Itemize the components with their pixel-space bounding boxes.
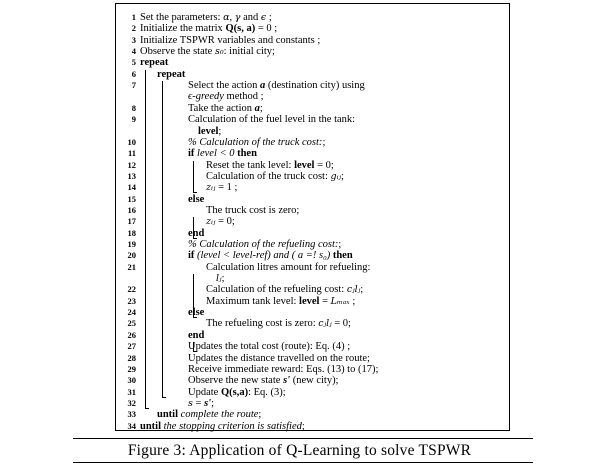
figure-caption: Figure 3: Application of Q-Learning to solve TSPWR — [127, 442, 472, 459]
line-text — [188, 137, 325, 148]
line-token: Update — [188, 386, 221, 398]
algorithm-line — [116, 318, 511, 329]
algorithm-line — [116, 114, 511, 125]
line-token: a — [260, 80, 266, 92]
line-text — [188, 148, 257, 159]
line-token: Calculation of the refueling cost: — [206, 284, 347, 296]
line-token: s — [188, 397, 193, 409]
algorithm-line — [116, 205, 511, 216]
algorithm-line — [116, 421, 511, 432]
algorithm-line — [116, 273, 511, 284]
line-number: 7 — [131, 80, 136, 91]
line-text — [188, 398, 214, 409]
algorithm-line — [116, 375, 511, 386]
line-token: Updates the total cost (route): Eq. (4) ; — [188, 341, 351, 353]
line-token: % Calculation of the refueling cost: — [188, 239, 339, 250]
line-token: and — [240, 12, 261, 23]
algorithm-line — [116, 250, 511, 261]
line-token: s₀ — [214, 46, 224, 58]
line-text — [188, 250, 353, 261]
block-scope-tick — [162, 397, 166, 398]
line-token: repeat — [157, 68, 186, 80]
algorithm-line — [116, 23, 511, 34]
block-scope-tick — [193, 192, 197, 193]
line-token: until — [140, 420, 162, 432]
line-token: ; — [259, 102, 263, 114]
line-number: 6 — [131, 68, 136, 79]
line-number: 12 — [127, 159, 136, 170]
line-text — [206, 205, 299, 216]
line-number: 17 — [127, 216, 136, 227]
algorithm-line — [116, 69, 511, 80]
block-scope-line — [193, 161, 194, 193]
line-number: 11 — [127, 148, 136, 159]
algorithm-line — [116, 262, 511, 273]
line-token: ; — [360, 284, 364, 296]
line-token: (destination city) using — [265, 80, 365, 92]
line-token: method ; — [223, 91, 264, 103]
line-token: end — [188, 227, 205, 239]
line-number: 31 — [127, 386, 136, 397]
line-number: 2 — [131, 23, 136, 34]
caption-top-rule — [73, 438, 533, 439]
line-text — [206, 284, 363, 295]
block-scope-line — [193, 342, 194, 351]
line-token: α — [223, 12, 230, 23]
block-scope-line — [193, 274, 194, 317]
line-token: s' — [204, 397, 212, 409]
line-number: 4 — [131, 46, 136, 57]
line-token: end — [188, 329, 205, 341]
algorithm-line — [116, 182, 511, 193]
line-text — [188, 341, 350, 352]
line-token: ; — [218, 125, 222, 137]
algorithm-line — [116, 296, 511, 307]
line-token: ; — [258, 409, 262, 421]
line-token: Receive immediate reward: Eqs. (13) to (17); — [188, 363, 379, 375]
line-token: = — [192, 397, 205, 409]
algorithm-line — [116, 160, 511, 171]
algorithm-line — [116, 409, 511, 420]
line-text — [206, 160, 334, 171]
line-token: ; — [221, 273, 225, 285]
line-text — [140, 421, 305, 432]
algorithm-line — [116, 307, 511, 318]
line-token: The refueling cost is zero: — [206, 318, 319, 330]
line-text — [157, 69, 185, 80]
algorithm-line — [116, 194, 511, 205]
algorithm-line — [116, 91, 511, 102]
line-token: (new city); — [290, 375, 339, 387]
line-number: 18 — [127, 227, 136, 238]
algorithm-line — [116, 126, 511, 137]
block-scope-line — [193, 217, 194, 237]
line-token: ; — [341, 170, 344, 182]
line-token: Initialize the matrix — [140, 23, 226, 35]
algorithm-line — [116, 35, 511, 46]
line-token: = 0; — [331, 318, 351, 330]
line-token: else — [188, 193, 205, 205]
line-number: 8 — [131, 102, 136, 113]
algorithm-line — [116, 148, 511, 159]
algorithm-box — [115, 3, 510, 431]
line-token: Q(s, a) — [225, 23, 256, 35]
algorithm-line — [116, 12, 511, 23]
line-text — [206, 296, 355, 307]
line-number: 19 — [127, 239, 136, 249]
algorithm-line — [116, 103, 511, 114]
line-token: the stopping criterion is satisfied — [161, 420, 302, 432]
algorithm-line — [116, 80, 511, 91]
line-text — [188, 387, 286, 398]
line-token: if — [188, 250, 195, 262]
line-token: ; — [338, 239, 342, 250]
line-text — [188, 330, 204, 341]
algorithm-line — [116, 137, 511, 148]
line-token: Select the action — [188, 80, 261, 92]
block-scope-line — [162, 81, 163, 396]
line-number: 16 — [127, 204, 136, 215]
line-number: 5 — [131, 57, 136, 68]
line-text — [140, 57, 168, 68]
algorithm-line — [116, 330, 511, 341]
line-text — [188, 375, 338, 386]
algorithm-line — [116, 228, 511, 239]
line-number: 23 — [127, 295, 136, 306]
line-token: cⱼlⱼ — [346, 284, 361, 296]
line-token: level — [294, 159, 315, 171]
line-text — [206, 216, 235, 227]
line-number: 3 — [131, 34, 136, 45]
line-token: ; — [266, 12, 272, 23]
line-token: % Calculation of the truck cost: — [188, 136, 323, 148]
line-token: a — [254, 102, 260, 114]
line-token: Updates the distance travelled on the route; — [188, 352, 370, 364]
line-token: ϵ-greedy — [188, 91, 224, 103]
line-token: The truck cost is zero; — [206, 204, 300, 216]
line-number: 20 — [127, 250, 136, 261]
algorithm-line — [116, 387, 511, 398]
block-scope-line — [145, 70, 146, 408]
line-text — [206, 171, 344, 182]
line-token: zᵢⱼ — [206, 216, 216, 228]
line-token: , — [229, 12, 235, 23]
line-number: 9 — [131, 114, 136, 125]
line-token: = 0 ; — [255, 23, 278, 35]
line-text — [188, 239, 341, 250]
line-text — [188, 91, 264, 102]
line-number: 32 — [127, 397, 136, 408]
line-text — [216, 273, 224, 284]
algorithm-line — [116, 284, 511, 295]
line-text — [188, 103, 263, 114]
algorithm-line — [116, 364, 511, 375]
line-token: = 0; — [314, 159, 334, 171]
line-token: s' — [283, 375, 291, 387]
line-token: Initialize TSPWR variables and constants ; — [140, 34, 321, 46]
algorithm-line — [116, 216, 511, 227]
line-token: cⱼlⱼ — [318, 318, 332, 330]
line-token: gᵢⱼ — [330, 170, 342, 182]
line-number: 15 — [127, 193, 136, 204]
algorithm-line — [116, 341, 511, 352]
line-token: Maximum tank level: — [206, 295, 300, 307]
line-token: repeat — [140, 57, 169, 69]
algorithm-line — [116, 239, 511, 250]
line-token: else — [188, 307, 205, 319]
algorithm-line — [116, 46, 511, 57]
line-token: : Eq. (3); — [248, 386, 286, 398]
caption-bottom-rule — [73, 462, 533, 463]
line-token: Lₘₐₓ — [330, 295, 350, 307]
line-token: = — [319, 295, 331, 307]
line-number: 22 — [127, 284, 136, 295]
line-text — [206, 182, 237, 193]
line-number: 14 — [127, 182, 136, 193]
line-token: level — [198, 125, 219, 137]
line-token: = 0; — [215, 216, 235, 228]
line-text — [188, 194, 204, 205]
line-token: Calculation litres amount for refueling: — [206, 261, 371, 273]
block-scope-tick — [193, 317, 197, 318]
line-text — [198, 126, 221, 137]
line-text — [206, 262, 370, 273]
line-number: 24 — [127, 307, 136, 318]
line-text — [188, 353, 370, 364]
block-scope-tick — [145, 408, 149, 409]
line-number: 33 — [127, 409, 136, 420]
line-number: 27 — [127, 341, 136, 352]
line-text — [140, 23, 277, 34]
line-token: if — [188, 148, 195, 160]
line-token: lⱼ — [216, 273, 222, 285]
line-text — [188, 114, 355, 125]
line-token: ; — [322, 136, 326, 148]
line-token: then — [332, 250, 353, 262]
line-token: Reset the tank level: — [206, 159, 295, 171]
line-token: Observe the state — [140, 46, 215, 58]
line-text — [188, 80, 365, 91]
line-token: ; — [211, 397, 214, 409]
line-text — [140, 35, 320, 46]
line-text — [140, 46, 275, 57]
line-token: ϵ — [260, 12, 267, 23]
algorithm-line — [116, 353, 511, 364]
line-token: Q(s,a) — [220, 386, 249, 398]
line-token: Set the parameters: — [140, 12, 224, 23]
line-token: level — [299, 295, 320, 307]
algorithm-line — [116, 398, 511, 409]
line-number: 29 — [127, 363, 136, 374]
line-text — [188, 364, 378, 375]
line-number: 10 — [127, 136, 136, 147]
line-token: Take the action — [188, 102, 255, 114]
line-token: until — [157, 409, 179, 421]
line-number: 1 — [131, 12, 136, 22]
line-number: 30 — [127, 375, 136, 386]
line-token: ; — [301, 420, 305, 432]
algorithm-line — [116, 57, 511, 68]
line-token: γ — [234, 12, 241, 23]
line-token: ; — [349, 295, 356, 307]
block-scope-tick — [193, 238, 197, 239]
block-scope-tick — [193, 351, 197, 352]
line-number: 25 — [127, 318, 136, 329]
line-number: 34 — [127, 420, 136, 431]
line-text — [140, 12, 272, 23]
algorithm-line — [116, 171, 511, 182]
line-text — [206, 318, 351, 329]
line-token: level < 0 — [194, 148, 238, 160]
line-number: 28 — [127, 352, 136, 363]
line-token: Calculation of the truck cost: — [206, 170, 331, 182]
line-text — [157, 409, 261, 420]
line-token: : initial city; — [223, 46, 275, 58]
line-token: Calculation of the fuel level in the tank: — [188, 114, 356, 126]
line-token: then — [237, 148, 257, 160]
line-token: Observe the new state — [188, 375, 284, 387]
line-token: = 1 ; — [215, 182, 238, 194]
line-number: 26 — [127, 329, 136, 340]
line-number: 21 — [127, 261, 136, 272]
line-token: complete the route — [178, 409, 259, 421]
line-token: zᵢⱼ — [206, 182, 216, 194]
line-token: (level < level-ref) and ( a =! s₀) — [194, 250, 333, 262]
line-number: 13 — [127, 170, 136, 181]
